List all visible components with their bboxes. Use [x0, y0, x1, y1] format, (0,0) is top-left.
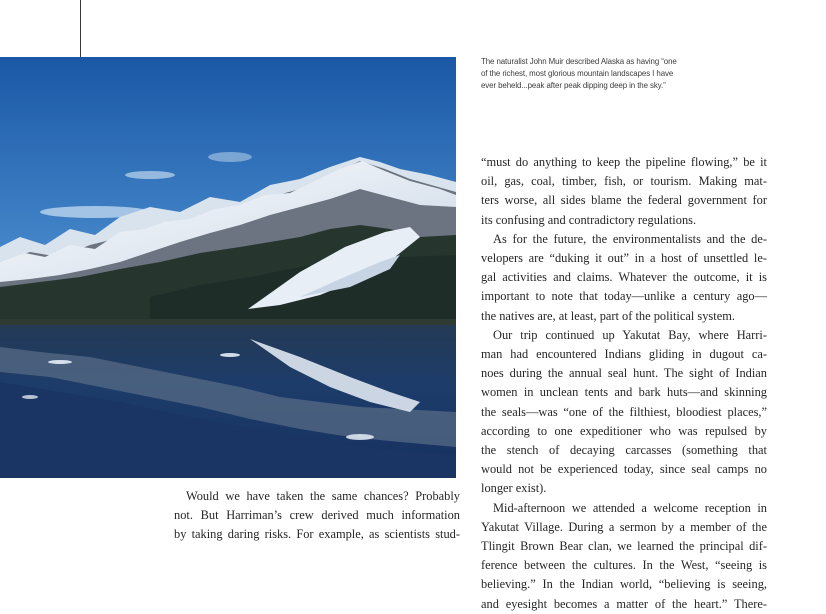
- body-line: man had encountered Indians gliding in dugout ca-: [481, 347, 767, 362]
- body-line: gal activities and claims. Whatever the outcome, it is: [481, 270, 767, 285]
- caption-line: The naturalist John Muir described Alaska as having “one: [481, 56, 677, 66]
- glacier-landscape-image: [0, 57, 456, 478]
- photo-caption: [481, 55, 722, 91]
- body-line: the natives are, at least, part of the political system.: [481, 308, 735, 323]
- body-line: Tlingit Brown Bear clan, we learned the principal dif-: [481, 539, 767, 554]
- column-rule: [80, 0, 81, 57]
- body-line: and eyesight becomes a matter of the heart.” There-: [481, 596, 767, 611]
- body-line: the seals—was “one of the filthiest, bloodiest places,”: [481, 404, 767, 419]
- body-line: Mid-afternoon we attended a welcome reception in: [493, 500, 767, 515]
- body-line: Our trip continued up Yakutat Bay, where Harri-: [493, 327, 767, 342]
- body-line: according to one expeditioner who was repulsed by: [481, 423, 767, 438]
- body-line: its confusing and contradictory regulations.: [481, 212, 697, 227]
- body-line: “must do anything to keep the pipeline flowing,” be it: [481, 155, 767, 169]
- right-text-column: [481, 153, 767, 614]
- body-line: noes during the annual seal hunt. The sight of Indian: [481, 366, 767, 381]
- body-line: oil, gas, coal, timber, fish, or tourism. Making mat-: [481, 174, 767, 189]
- body-line: Would we have taken the same chances? Probably: [186, 489, 460, 503]
- body-line: longer exist).: [481, 481, 547, 496]
- body-line: Yakutat Village. During a sermon by a member of the: [481, 519, 767, 534]
- body-line: believing.” In the Indian world, “believing is seeing,: [481, 577, 767, 592]
- caption-line: of the richest, most glorious mountain landscapes I have: [481, 68, 674, 78]
- body-line: not. But Harriman’s crew derived much information: [174, 508, 460, 523]
- body-line: women in unclean tents and bark huts—and skinning: [481, 385, 767, 400]
- body-line: by taking daring risks. For example, as scientists stud-: [174, 527, 460, 542]
- body-line: As for the future, the environmentalists and the de-: [493, 231, 767, 246]
- body-line: the stench of decaying carcasses (something that: [481, 443, 767, 458]
- caption-line: ever beheld...peak after peak dipping deep in the sky.”: [481, 80, 666, 90]
- body-line: important to note that today—unlike a century ago—: [481, 289, 767, 304]
- body-line: ters worse, all sides blame the federal government for: [481, 193, 767, 208]
- body-line: would not be experienced today, since seal camps no: [481, 462, 767, 477]
- body-line: ference between the cultures. In the West, “seeing is: [481, 558, 767, 573]
- glacier-photo: [0, 57, 456, 478]
- body-line: velopers are “duking it out” in a host of unsettled le-: [481, 251, 767, 266]
- left-text-column: [174, 487, 460, 545]
